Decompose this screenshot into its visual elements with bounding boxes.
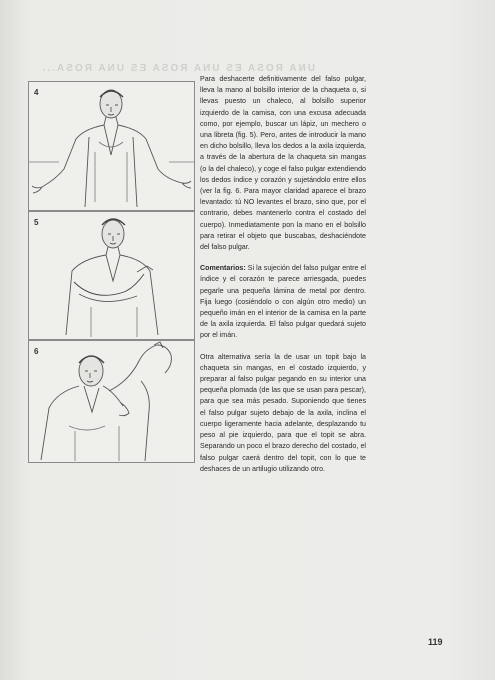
figure-6-illustration — [29, 341, 194, 462]
paragraph-3: Otra alternativa sería la de usar un topit bajo la chaqueta sin mangas, en el costado izquierdo, y preparar al falso pulgar pegando en su interior una pequeña plomada (de las que se usan para pescar), para que sea más pesado. Suponiendo que tienes el falso pulgar sujeto debajo de la axila, inclina el cuerpo ligeramente hacia adelante, desplazando tu peso al pie izquierdo, para que el topit se abra. Separando un poco el brazo derecho del costado, el falso pulgar caerá dentro del topit, con lo que te deshaces de un artilugio utilizando otro. — [200, 352, 366, 473]
paragraph-2-comments: Comentarios: Si la sujeción del falso pulgar entre el índice y el corazón te parece arriesgada, puedes pegarle una pequeña lámina de metal por dentro. Fija luego (cosiéndolo o con algún otro medio) un pequeño imán en el interior de la camisa en la parte de la axila izquierda. El falso pulgar quedará sujeto por el imán. — [200, 264, 366, 340]
figure-4-panel — [28, 81, 195, 211]
paragraph-1: Para deshacerte definitivamente del falso pulgar, lleva la mano al bolsillo interior de la chaqueta o, si llevas puesto un chaleco, al bolsillo superior izquierdo de la camisa, con una excusa adecuada como, por ejemplo, buscar un lápiz, un mechero o una libreta (fig. 5). Pero, antes de introducir la mano en dicho bolsillo, lleva los dedos a la axila izquierda, a través de la abertura de la chaqueta sin mangas (o la del chaleco), y coge el falso pulgar extendiendo los dedos índice y corazón y sujetándolo entre ellos (ver la fig. 6. Para mayor claridad aparece el brazo levantado: tú NO levantes el brazo, sino que, por el contrario, debes mantenerlo contra el costado del cuerpo). Inmediatamente pon la mano en el bolsillo para retirar el objeto que buscabas, deshaciéndote del falso pulgar. — [200, 75, 366, 252]
figure-4-illustration — [29, 82, 194, 210]
figure-6-panel — [28, 340, 195, 463]
figure-5-number: 5 — [34, 218, 39, 227]
show-through-header: UNA ROSA ES UNA ROSA ES UNA ROSA... — [40, 63, 315, 74]
figure-5-illustration — [29, 212, 194, 339]
body-text-column — [200, 74, 366, 485]
figure-6-number: 6 — [34, 347, 39, 356]
figure-4-number: 4 — [34, 88, 39, 97]
comments-label: Comentarios: — [200, 264, 246, 273]
page-number: 119 — [428, 637, 443, 647]
figure-5-panel — [28, 211, 195, 340]
